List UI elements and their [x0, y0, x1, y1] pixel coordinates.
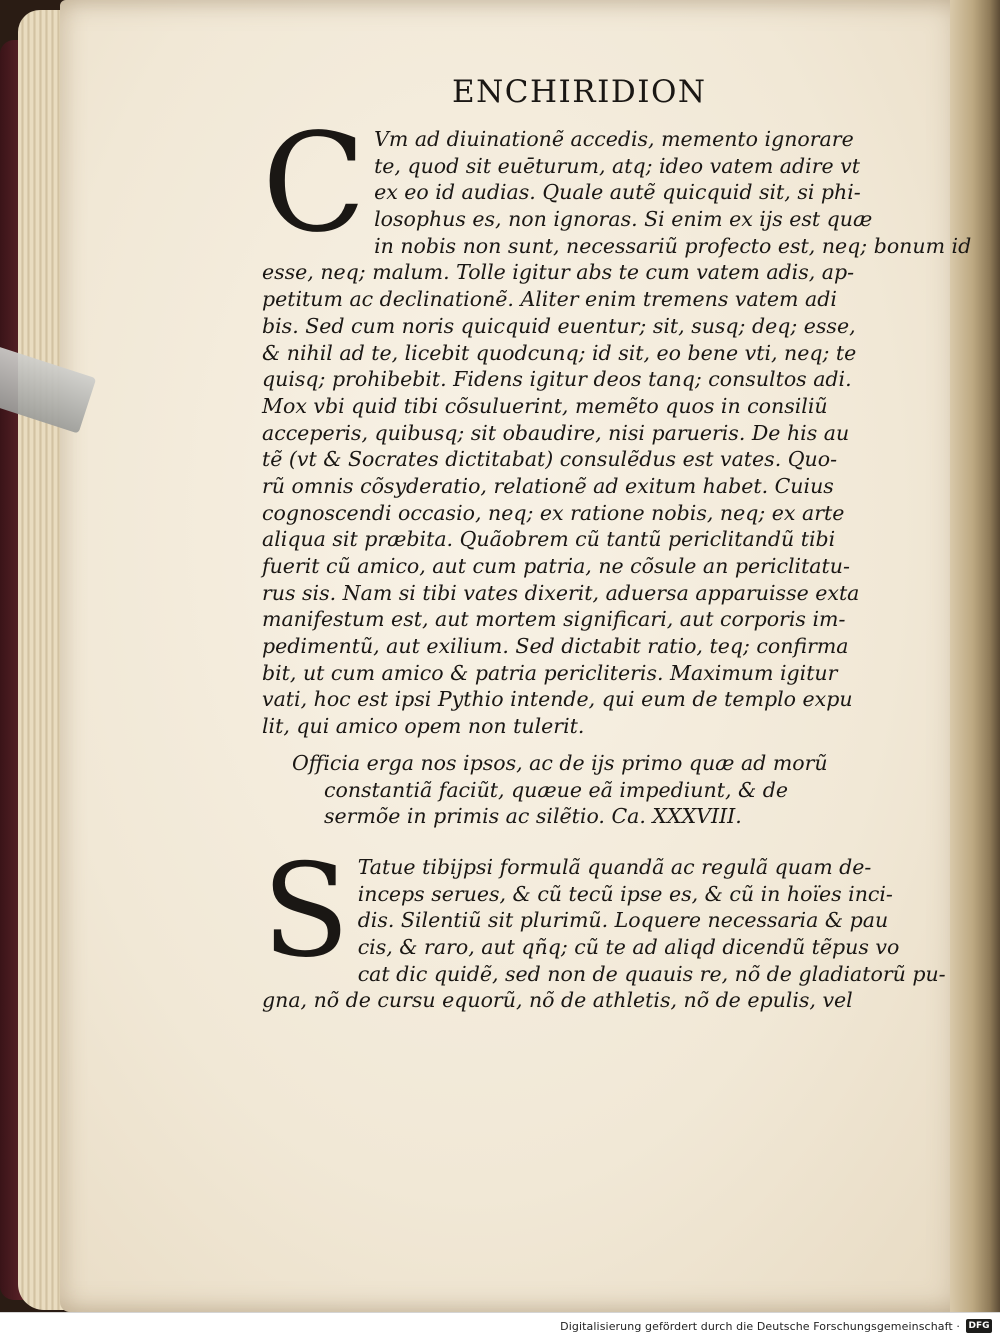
text-line: esse, neq; malum. Tolle igitur abs te cum vatem adis, ap-: [262, 260, 855, 285]
text-line: losophus es, non ignoras. Si enim ex ijs est quæ: [374, 207, 873, 232]
text-line: rũ omnis cõsyderatio, relationẽ ad exitum habet. Cuius: [262, 473, 834, 498]
text-line: lit, qui amico opem non tulerit.: [262, 714, 585, 739]
text-line: te, quod sit euēturum, atq; ideo vatem adire vt: [374, 153, 860, 178]
text-line: cis, & raro, aut qñq; cũ te ad aliqd dicendũ tẽpus vo: [357, 934, 900, 959]
text-line: ex eo id audias. Quale autẽ quicquid sit, si phi-: [374, 180, 861, 205]
text-line: in nobis non sunt, necessariũ profecto est, neq; bonum id: [374, 233, 972, 258]
digitization-footer: [0, 1312, 1000, 1339]
text-line: quisq; prohibebit. Fidens igitur deos tanq; consultos adi.: [262, 367, 852, 392]
text-line: acceperis, quibusq; sit obaudire, nisi parueris. De his au: [262, 420, 850, 445]
paragraph-2: [262, 836, 946, 1014]
text-line: gna, nõ de cursu equorũ, nõ de athletis, nõ de epulis, vel: [262, 988, 853, 1013]
text-line: vati, hoc est ipsi Pythio intende, qui eum de templo expu: [262, 687, 853, 712]
text-line: Mox vbi quid tibi cõsuluerint, memẽto quos in consiliũ: [262, 393, 828, 418]
text-line: Vm ad diuinationẽ accedis, memento ignorare: [374, 127, 854, 151]
funding-credit: Digitalisierung gefördert durch die Deutsche Forschungsgemeinschaft ·: [560, 1320, 960, 1333]
text-line: bis. Sed cum noris quicquid euentur; sit, susq; deq; esse,: [262, 313, 856, 338]
text-line: fuerit cũ amico, aut cum patria, ne cõsule an periclitatu-: [262, 554, 850, 578]
text-line: petitum ac declinationẽ. Aliter enim tremens vatem adi: [262, 287, 837, 312]
text-line: dis. Silentiũ sit plurimũ. Loquere necessaria & pau: [357, 908, 889, 933]
text-line: Tatue tibijpsi formulã quandã ac regulã quam de-: [357, 854, 872, 879]
main-text: [262, 105, 972, 1014]
text-line: cognoscendi occasio, neq; ex ratione nobis, neq; ex arte: [262, 500, 845, 525]
dropcap-s: S: [262, 836, 350, 986]
running-head: ENCHIRIDION: [452, 74, 707, 110]
heading-line: sermõe in primis ac silẽtio. Ca. XXXVIII.: [324, 804, 742, 829]
text-line: tẽ (vt & Socrates dictitabat) consulẽdus est vates. Quo-: [262, 447, 838, 472]
dfg-logo-icon: DFG: [966, 1319, 992, 1333]
dropcap-c: C: [262, 105, 367, 263]
text-line: rus sis. Nam si tibi vates dixerit, aduersa apparuisse exta: [262, 580, 860, 605]
heading-line: Officia erga nos ipsos, ac de ijs primo quæ ad morũ: [292, 750, 828, 775]
text-line: cat dic quidẽ, sed non de quauis re, nõ de gladiatorũ pu-: [357, 961, 946, 986]
text-line: aliqua sit præbita. Quãobrem cũ tantũ periclitandũ tibi: [262, 527, 836, 552]
chapter-heading: [292, 750, 892, 830]
book-gutter: [950, 0, 1000, 1312]
text-line: bit, ut cum amico & patria pericliteris. Maximum igitur: [262, 660, 838, 685]
text-line: inceps serues, & cũ tecũ ipse es, & cũ in hoïes inci-: [357, 881, 893, 906]
text-line: pedimentũ, aut exilium. Sed dictabit ratio, teq; confirma: [262, 634, 849, 659]
heading-line: constantiã faciũt, quæue eã impediunt, & de: [324, 777, 789, 802]
text-line: & nihil ad te, licebit quodcunq; id sit, eo bene vti, neq; te: [262, 340, 857, 365]
text-line: manifestum est, aut mortem significari, aut corporis im-: [262, 607, 846, 632]
paragraph-1: [262, 105, 972, 740]
